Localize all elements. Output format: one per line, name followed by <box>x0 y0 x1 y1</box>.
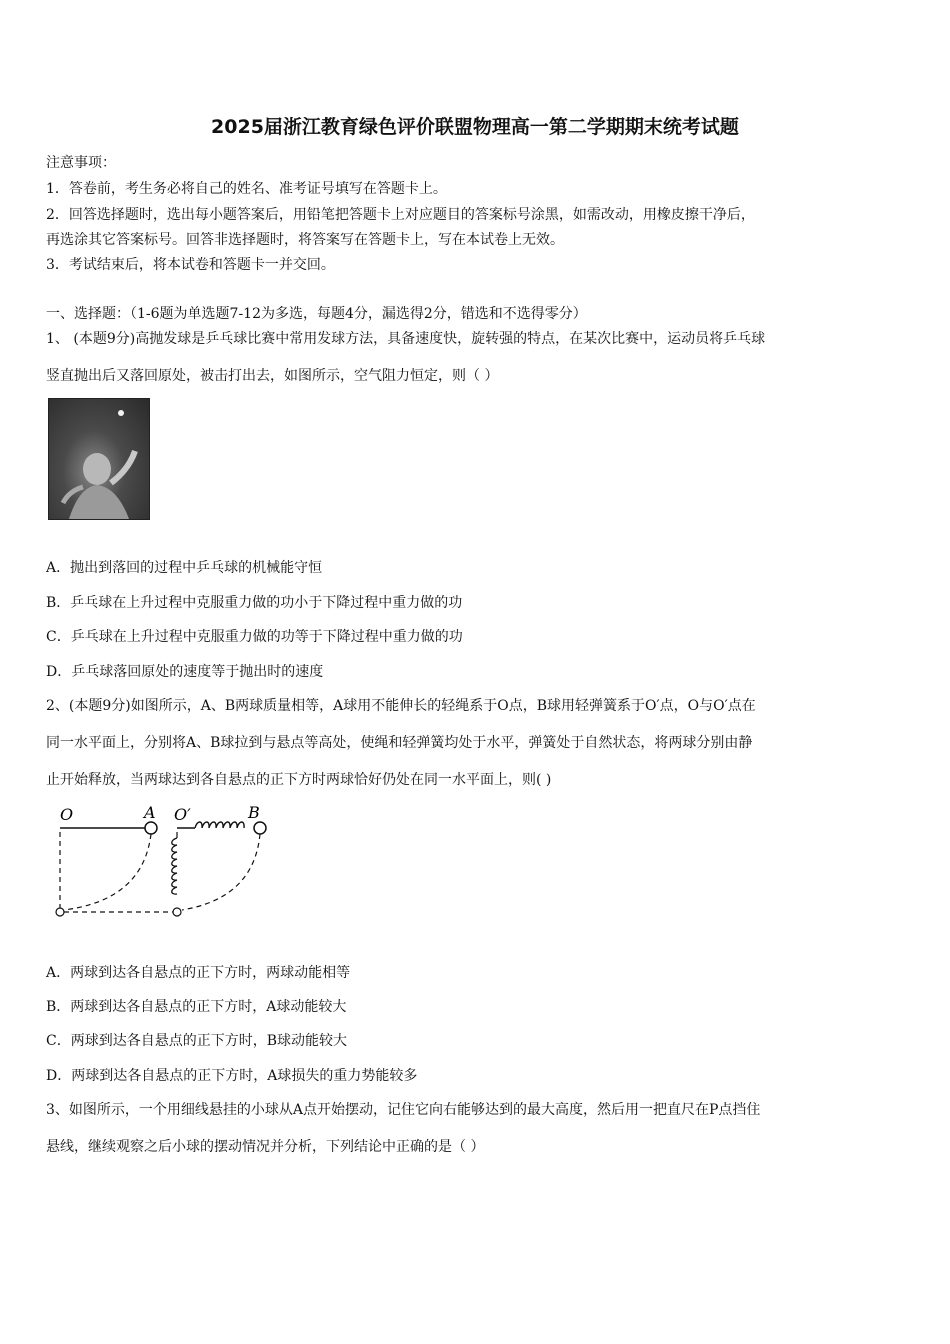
label-o-prime: O′ <box>174 805 191 824</box>
label-o: O <box>60 805 74 824</box>
q2-stem-a: 2、(本题9分)如图所示，A、B两球质量相等，A球用不能伸长的轻绳系于O点，B球用轻弹簧系于O′点，O与O′点在 <box>46 698 756 714</box>
q1-option-b: B．乒乓球在上升过程中克服重力做的功小于下降过程中重力做的功 <box>46 595 463 611</box>
q2-option-c: C．两球到达各自悬点的正下方时，B球动能较大 <box>46 1033 347 1049</box>
q2-option-d: D．两球到达各自悬点的正下方时，A球损失的重力势能较多 <box>46 1068 418 1084</box>
q2-stem-b: 同一水平面上，分别将A、B球拉到与悬点等高处，使绳和轻弹簧均处于水平，弹簧处于自然状态，将两球分别由静 <box>46 735 753 751</box>
pendulum-spring-diagram <box>48 798 278 922</box>
page-title: 2025届浙江教育绿色评价联盟物理高一第二学期期末统考试题 <box>211 116 739 138</box>
spring-horizontal <box>195 822 244 828</box>
q1-stem-b: 竖直抛出后又落回原处，被击打出去，如图所示，空气阻力恒定，则（ ） <box>46 368 499 384</box>
notice-heading: 注意事项： <box>46 155 116 171</box>
notice-item-2b: 再选涂其它答案标号。回答非选择题时，将答案写在答题卡上，写在本试卷上无效。 <box>46 232 564 248</box>
q3-stem-a: 3、如图所示，一个用细线悬挂的小球从A点开始摆动，记住它向右能够达到的最大高度，然后用一把直尺在P点挡住 <box>46 1102 761 1118</box>
ball-b-bottom <box>173 908 181 916</box>
spring-vertical <box>172 838 177 894</box>
q2-option-b: B．两球到达各自悬点的正下方时，A球动能较大 <box>46 999 347 1015</box>
ball-a <box>145 822 157 834</box>
notice-item-2a: 2．回答选择题时，选出每小题答案后，用铅笔把答题卡上对应题目的答案标号涂黑，如需改动，用橡皮擦干净后， <box>46 207 755 223</box>
q1-option-c: C．乒乓球在上升过程中克服重力做的功等于下降过程中重力做的功 <box>46 629 463 645</box>
ball-b <box>254 822 266 834</box>
q3-stem-b: 悬线，继续观察之后小球的摆动情况并分析，下列结论中正确的是（ ） <box>46 1139 485 1155</box>
notice-item-1: 1．答卷前，考生务必将自己的姓名、准考证号填写在答题卡上。 <box>46 181 447 197</box>
q2-stem-c: 止开始释放，当两球达到各自悬点的正下方时两球恰好仍处在同一水平面上，则( ) <box>46 772 552 788</box>
ball-a-bottom <box>56 908 64 916</box>
q1-option-a: A．抛出到落回的过程中乒乓球的机械能守恒 <box>46 560 323 576</box>
label-b: B <box>248 803 260 822</box>
label-a: A <box>144 803 156 822</box>
section-heading: 一、选择题：（1-6题为单选题7-12为多选，每题4分，漏选得2分，错选和不选得零分） <box>46 306 587 322</box>
q1-option-d: D．乒乓球落回原处的速度等于抛出时的速度 <box>46 664 324 680</box>
notice-item-3: 3．考试结束后，将本试卷和答题卡一并交回。 <box>46 257 335 273</box>
arc-b <box>182 834 260 910</box>
ping-pong-serve-photo <box>48 398 150 520</box>
arc-a <box>64 834 151 910</box>
q1-stem-a: 1、 (本题9分)高抛发球是乒乓球比赛中常用发球方法，具备速度快，旋转强的特点，在某次比赛中，运动员将乒乓球 <box>46 331 766 347</box>
q2-option-a: A．两球到达各自悬点的正下方时，两球动能相等 <box>46 965 351 981</box>
